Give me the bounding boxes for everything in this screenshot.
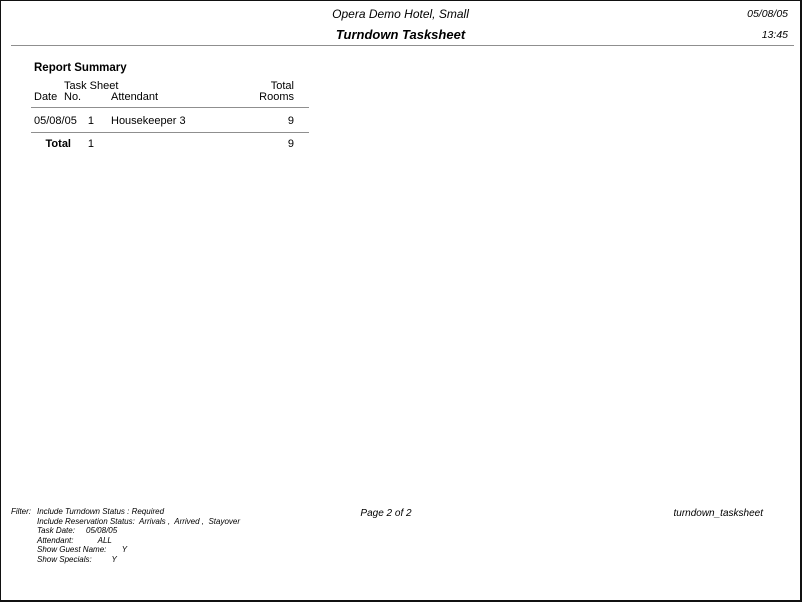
filter-line: Include Reservation Status: Arrivals , Arrived , Stayover [37, 516, 241, 526]
table-header-divider [31, 107, 309, 108]
total-label: Total [45, 138, 71, 150]
section-title: Report Summary [34, 62, 127, 74]
cell-attendant: Housekeeper 3 [111, 115, 186, 127]
filter-line: Show Specials: Y [37, 554, 117, 564]
filter-lines [37, 507, 240, 564]
col-header-task-sheet-no: No. [64, 91, 82, 103]
report-time: 13:45 [761, 29, 788, 41]
cell-task-sheet-no: 1 [87, 115, 94, 127]
cell-date: 05/08/05 [34, 115, 77, 127]
report-date: 05/08/05 [747, 8, 788, 20]
filter-label: Filter: [11, 507, 31, 516]
header-divider [11, 45, 794, 46]
hotel-name: Opera Demo Hotel, Small [332, 7, 469, 21]
col-header-attendant: Attendant [111, 91, 159, 103]
report-file-name: turndown_tasksheet [673, 508, 763, 519]
page-indicator: Page 2 of 2 [360, 508, 412, 519]
col-header-date: Date [34, 91, 58, 103]
table-total-divider [31, 132, 309, 133]
filter-line: Attendant: ALL [37, 535, 112, 545]
report-title: Turndown Tasksheet [335, 27, 466, 42]
col-header-rooms: Rooms [259, 91, 294, 103]
filter-line: Include Turndown Status : Required [37, 507, 165, 516]
col-header-total-line1: Total [270, 80, 294, 92]
filter-line: Task Date: 05/08/05 [37, 526, 118, 535]
filter-line: Show Guest Name: Y [37, 545, 128, 554]
cell-total-rooms: 9 [287, 115, 294, 127]
col-header-task-sheet-line1: Task Sheet [64, 80, 119, 92]
total-rooms-count: 9 [287, 138, 294, 150]
total-task-sheet-count: 1 [87, 138, 94, 150]
